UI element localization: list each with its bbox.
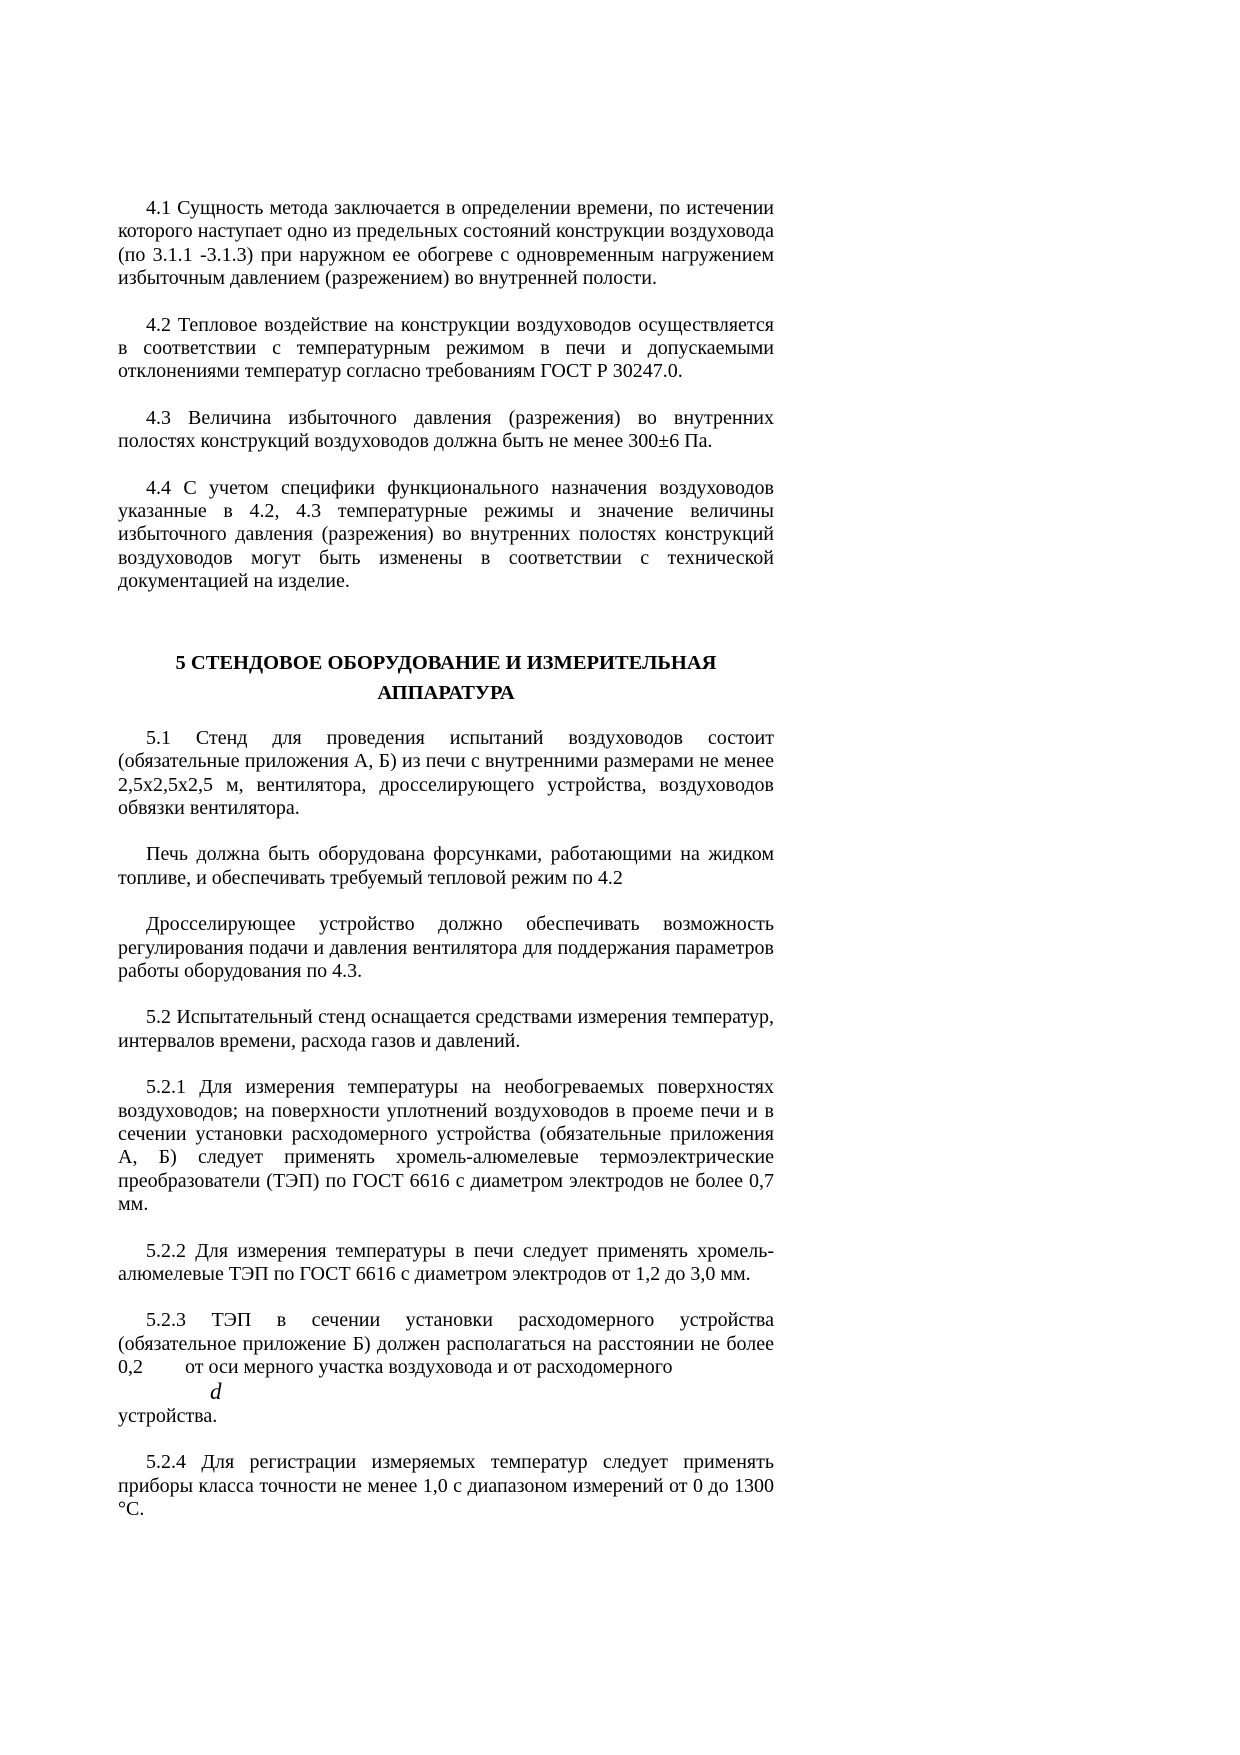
formula-variable-d: d xyxy=(210,1378,222,1404)
paragraph-5-2-3-text-after-d: от оси мерного участка воздуховода и от расходомерного xyxy=(185,1356,673,1379)
paragraph-5-2-3-text-before-d: 5.2.3 ТЭП в сечении установки расходомерного устройства (обязательное приложение Б) должен располагаться на расстоянии не более 0,2 xyxy=(118,1309,774,1379)
paragraph-5-1-furnace: Печь должна быть оборудована форсунками, работающими на жидком топливе, и обеспечивать требуемый тепловой режим по 4.2 xyxy=(118,843,774,889)
paragraph-5-2: 5.2 Испытательный стенд оснащается средствами измерения температур, интервалов времени, расхода газов и давлений. xyxy=(118,1006,774,1052)
section-5-heading xyxy=(118,648,774,708)
paragraph-4-2: 4.2 Тепловое воздействие на конструкции воздуховодов осуществляется в соответствии с температурным режимом в печи и допускаемыми отклонениями температур согласно требованиям ГОСТ Р 30247.0. xyxy=(118,313,774,383)
paragraph-5-2-2: 5.2.2 Для измерения температуры в печи следует применять хромель-алюмелевые ТЭП по ГОСТ 6616 с диаметром электродов от 1,2 до 3,0 мм. xyxy=(118,1239,774,1285)
paragraph-5-2-3-continuation: устройства. xyxy=(118,1405,218,1428)
formula-line xyxy=(118,1380,774,1405)
text-column xyxy=(118,197,774,1545)
paragraph-4-3: 4.3 Величина избыточного давления (разрежения) во внутренних полостях конструкций воздуховодов должна быть не менее 300±6 Па. xyxy=(118,406,774,453)
paragraph-5-2-1: 5.2.1 Для измерения температуры на необогреваемых поверхностях воздуховодов; на поверхности уплотнений воздуховодов в проеме печи и в сечении установки расходомерного устройства (обязательные приложения А, Б) следует применять хромель-алюмелевые термоэлектрические преобразователи (ТЭП) по ГОСТ 6616 с диаметром электродов не более 0,7 мм. xyxy=(118,1076,774,1216)
section-5-heading-line-2: АППАРАТУРА xyxy=(377,681,515,704)
paragraph-5-1: 5.1 Стенд для проведения испытаний воздуховодов состоит (обязательные приложения А, Б) из печи с внутренними размерами не менее 2,5х2,5х2,5 м, вентилятора, дросселирующего устройства, воздуховодов обвязки вентилятора. xyxy=(118,726,774,819)
paragraph-5-1-throttle: Дросселирующее устройство должно обеспечивать возможность регулирования подачи и давления вентилятора для поддержания параметров работы оборудования по 4.3. xyxy=(118,913,774,982)
paragraph-5-2-4: 5.2.4 Для регистрации измеряемых температур следует применять приборы класса точности не менее 1,0 с диапазоном измерений от 0 до 1300 °С. xyxy=(118,1451,774,1521)
paragraph-4-4: 4.4 С учетом специфики функционального назначения воздуховодов указанные в 4.2, 4.3 температурные режимы и значение величины избыточного давления (разрежения) во внутренних полостях конструкций воздуховодов могут быть изменены в соответствии с технической документацией на изделие. xyxy=(118,476,774,593)
section-5-heading-line-1: 5 СТЕНДОВОЕ ОБОРУДОВАНИЕ И ИЗМЕРИТЕЛЬНАЯ xyxy=(175,651,717,674)
paragraph-5-2-3 xyxy=(118,1309,774,1379)
paragraph-4-1: 4.1 Сущность метода заключается в определении времени, по истечении которого наступает одно из предельных состояний конструкции воздуховода (по 3.1.1 -3.1.3) при наружном ее обогреве с одновременным нагружением избыточным давлением (разрежением) во внутренней полости. xyxy=(118,197,774,290)
